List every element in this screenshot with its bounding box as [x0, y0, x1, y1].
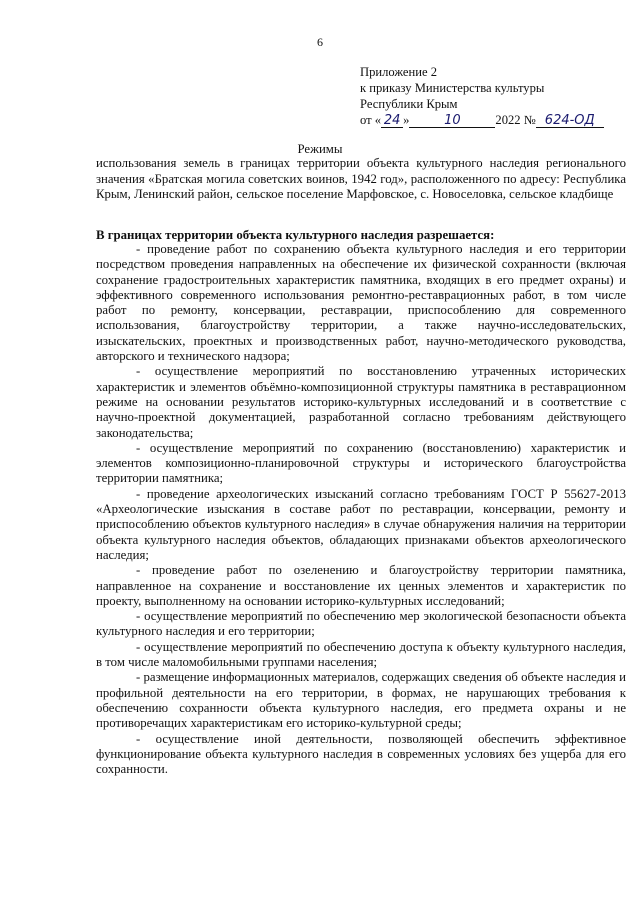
list-item: - осуществление иной деятельности, позволяющей обеспечить эффективное функционирование объекта культурного наследия в современных условиях без ущерба для его сохранности. — [96, 731, 626, 777]
list-item: - проведение работ по сохранению объекта культурного наследия и его территории посредством проведения направленных на обеспечение их физической сохранности (включая сохранение градостроительных характеристик памятника, входящих в его предмет охраны) и эффективного современного использования ремонтно-реставрационных работ, в том числе работ по ремонту, консервации, реставрации, приспособлению для современного использования, благоустройству территории, а также научно-исследовательских, изыскательских, проектных и производственных работ, научно-методического руководства, авторского и технического надзора; — [96, 242, 626, 364]
order-number: 624-ОД — [536, 113, 604, 128]
intro-text: использования земель в границах территории объекта культурного наследия регионального значения «Братская могила советских воинов, 1942 год», расположенного по адресу: Республика Крым, Ленинский район, сельское поселение Марфовское, с. Новоселовка, сельское кладбище — [96, 156, 626, 201]
items-list — [96, 242, 626, 777]
date-month: 10 — [409, 113, 495, 128]
date-day: 24 — [381, 113, 403, 128]
appendix-block — [360, 64, 604, 128]
appendix-date-line — [360, 112, 604, 128]
date-prefix: от « — [360, 113, 382, 127]
appendix-line-1: Приложение 2 — [360, 65, 438, 79]
date-year: 2022 № — [495, 113, 536, 127]
intro-paragraph — [96, 156, 626, 203]
list-item: - осуществление мероприятий по сохранению (восстановлению) характеристик и элементов композиционно-планировочной структуры и исторического благоустройства территории памятника; — [96, 440, 626, 486]
section-heading: В границах территории объекта культурного наследия разрешается: — [96, 228, 495, 242]
appendix-line-2: к приказу Министерства культуры — [360, 81, 545, 95]
list-item: - проведение археологических изысканий согласно требованиям ГОСТ Р 55627-2013 «Археологические изыскания в составе работ по реставрации, консервации, ремонту и приспособлению объектов культурного наследия» в случае обнаружения наличия на территории объекта культурного наследия объектов, обладающих признаками объектов археологического наследия; — [96, 486, 626, 562]
list-item: - осуществление мероприятий по обеспечению мер экологической безопасности объекта культурного наследия и его территории; — [96, 609, 626, 639]
list-item: - осуществление мероприятий по восстановлению утраченных исторических характеристик и элементов объёмно-композиционной структуры памятника в реставрационном режиме на основании результатов историко-культурных исследований и в соответствие с научно-проектной документацией, разработанной согласно требованиям действующего законодательства; — [96, 364, 626, 440]
page-number: 6 — [317, 35, 323, 49]
date-mid: » — [403, 113, 410, 127]
list-item: - проведение работ по озеленению и благоустройству территории памятника, направленное на сохранение и восстановление их ценных элементов и характеристик по проекту, выполненному на основании историко-культурных исследований; — [96, 563, 626, 608]
appendix-line-3: Республики Крым — [360, 97, 458, 111]
list-item: - размещение информационных материалов, содержащих сведения об объекте наследия и профильной деятельности на его территории, в формах, не нарушающих требования к обеспечению сохранности объекта культурного наследия, его предмета охраны и не противоречащих характеристикам его историко-культурной среды; — [96, 670, 626, 731]
document-title: Режимы — [297, 142, 343, 156]
list-item: - осуществление мероприятий по обеспечению доступа к объекту культурного наследия, в том числе маломобильными группами населения; — [96, 639, 626, 670]
